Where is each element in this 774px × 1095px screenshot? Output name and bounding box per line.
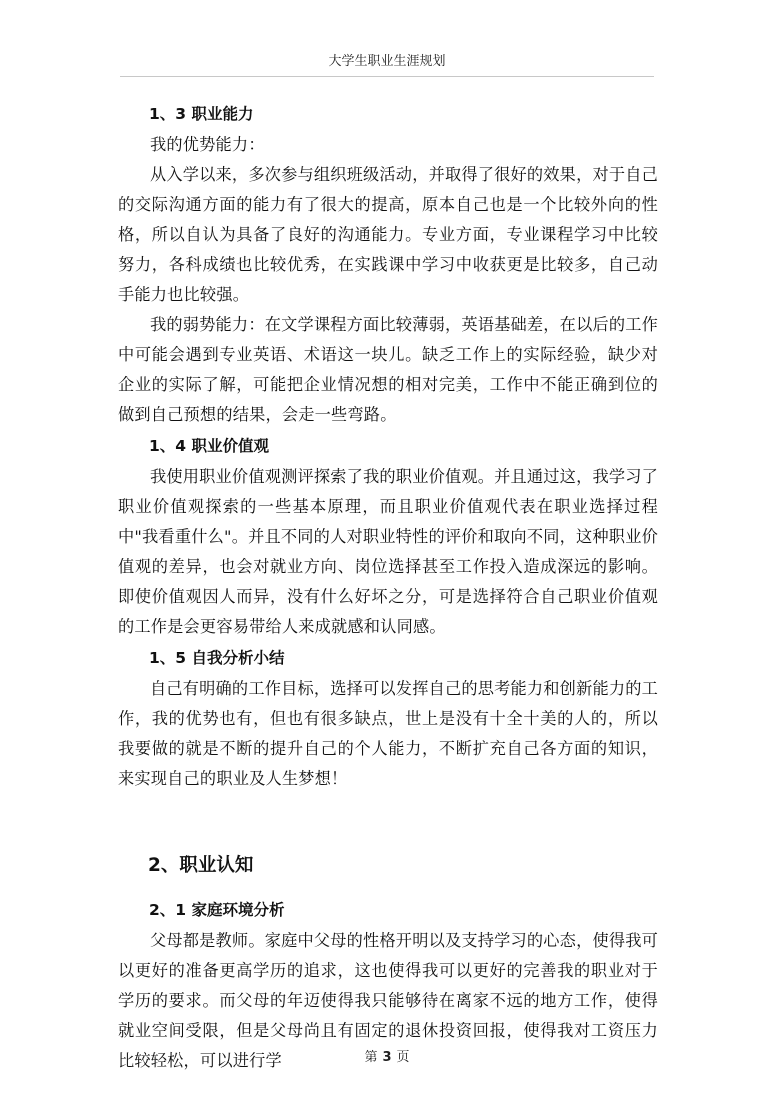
section-heading-1-5: 1、5 自我分析小结 (149, 649, 285, 667)
chapter-heading-2: 2、职业认知 (148, 855, 254, 876)
page-number-value: 3 (382, 1050, 392, 1065)
running-header: 大学生职业生涯规划 (328, 54, 446, 69)
page-suffix: 页 (396, 1050, 410, 1065)
paragraph: 从入学以来，多次参与组织班级活动，并取得了很好的效果，对于自己的交际沟通方面的能力有了很大的提高，原本自己也是一个比较外向的性格，所以自认为具备了良好的沟通能力。专业方面，专业课程学习中比较努力，各科成绩也比较优秀，在实践课中学习中收获更是比较多，自己动手能力也比较强。 (118, 165, 659, 304)
paragraph: 我的优势能力： (150, 135, 265, 154)
section-heading-1-3: 1、3 职业能力 (149, 105, 254, 123)
section-heading-2-1: 2、1 家庭环境分析 (149, 901, 285, 919)
page-prefix: 第 (364, 1050, 378, 1065)
paragraph: 自己有明确的工作目标，选择可以发挥自己的思考能力和创新能力的工作，我的优势也有，但也有很多缺点，世上是没有十全十美的人的，所以我要做的就是不断的提升自己的个人能力，不断扩充自己各方面的知识，来实现自己的职业及人生梦想！ (118, 679, 659, 788)
paragraph: 我的弱势能力：在文学课程方面比较薄弱，英语基础差，在以后的工作中可能会遇到专业英语、术语这一块儿。缺乏工作上的实际经验，缺少对企业的实际了解，可能把企业情况想的相对完美，工作中不能正确到位的做到自己预想的结果，会走一些弯路。 (118, 315, 659, 424)
paragraph: 父母都是教师。家庭中父母的性格开明以及支持学习的心态，使得我可以更好的准备更高学历的追求，这也使得我可以更好的完善我的职业对于学历的要求。而父母的年迈使得我只能够待在离家不远的地方工作，使得就业空间受限，但是父母尚且有固定的退休投资回报，使得我对工资压力比较轻松，可以进行学 (118, 931, 659, 1070)
header-divider (120, 76, 654, 77)
document-body (118, 98, 658, 1076)
paragraph: 我使用职业价值观测评探索了我的职业价值观。并且通过这，我学习了职业价值观探索的一些基本原理，而且职业价值观代表在职业选择过程中"我看重什么"。并且不同的人对职业特性的评价和取向不同，这种职业价值观的差异，也会对就业方向、岗位选择甚至工作投入造成深远的影响。即使价值观因人而异，没有什么好坏之分，可是选择符合自己职业价值观的工作是会更容易带给人来成就感和认同感。 (118, 467, 659, 636)
page-number (0, 1046, 774, 1065)
section-heading-1-4: 1、4 职业价值观 (149, 437, 269, 455)
